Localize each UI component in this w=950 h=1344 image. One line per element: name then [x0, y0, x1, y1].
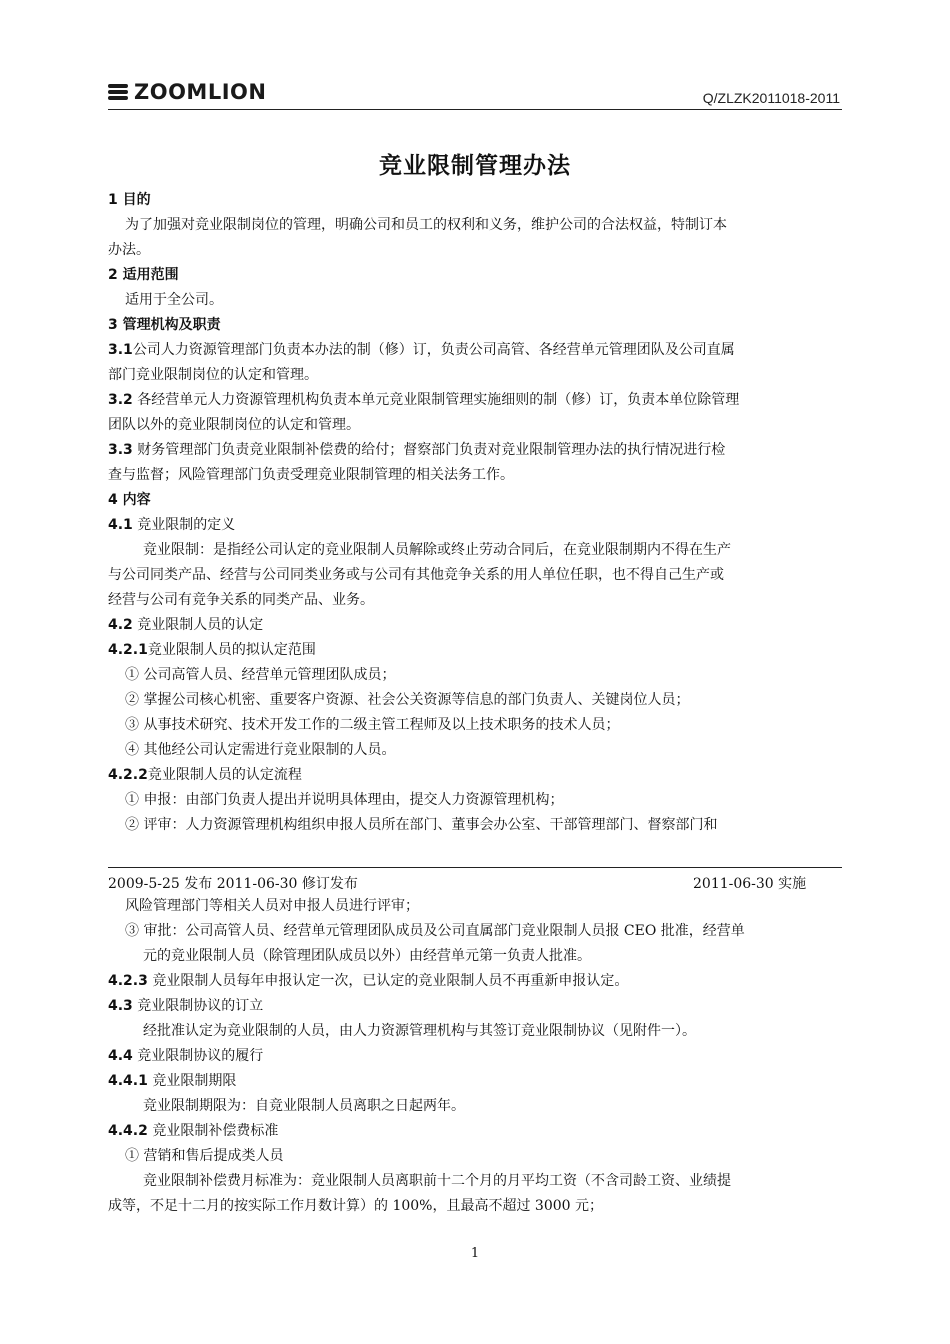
clause-text: 竞业限制人员的认定: [132, 617, 264, 633]
body-line: ④ 其他经公司认定需进行竞业限制的人员。: [125, 742, 396, 758]
footer-release-dates: 2009-5-25 发布 2011-06-30 修订发布: [108, 876, 358, 892]
numbered-clause: [108, 1044, 842, 1069]
clause-number: 4.4.1: [108, 1073, 148, 1089]
body-line: 团队以外的竞业限制岗位的认定和管理。: [108, 417, 360, 433]
numbered-clause: [108, 763, 842, 788]
header-divider: [108, 109, 842, 110]
clause-number: 4.1: [108, 517, 133, 533]
body-line: 与公司同类产品、经营与公司同类业务或与公司有其他竞争关系的用人单位任职，也不得自己生产或: [108, 567, 724, 583]
body-line: 元的竞业限制人员（除管理团队成员以外）由经营单元第一负责人批准。: [143, 948, 591, 964]
clause-number: 4.2.2: [108, 767, 148, 783]
body-line: ③ 审批：公司高管人员、经营单元管理团队成员及公司直属部门竞业限制人员报 CEO 批准，经营单: [125, 923, 745, 939]
clause-text: 竞业限制人员的认定流程: [147, 767, 302, 783]
clause-text: 竞业限制补偿费标准: [147, 1123, 279, 1139]
body-text-top: [108, 188, 842, 838]
clause-text: 竞业限制的定义: [132, 517, 236, 533]
numbered-clause: [108, 438, 842, 463]
clause-text: 竞业限制人员的拟认定范围: [147, 642, 316, 658]
body-line: ① 营销和售后提成类人员: [125, 1148, 284, 1164]
numbered-clause: [108, 969, 842, 994]
numbered-clause: [108, 1119, 842, 1144]
clause-text: 公司人力资源管理部门负责本办法的制（修）订，负责公司高管、各经营单元管理团队及公司直属: [132, 342, 735, 358]
body-line: 适用于全公司。: [125, 292, 223, 308]
body-text-bottom: [108, 894, 842, 1219]
clause-number: 4.4: [108, 1048, 133, 1064]
body-line: 经批准认定为竞业限制的人员，由人力资源管理机构与其签订竞业限制协议（见附件一）。: [143, 1023, 696, 1039]
body-line: 办法。: [108, 242, 150, 258]
zoomlion-logo-icon: [108, 82, 128, 102]
logo-text: ZOOMLION: [134, 80, 267, 104]
numbered-clause: [108, 994, 842, 1019]
company-logo: [108, 79, 266, 105]
numbered-clause: [108, 613, 842, 638]
body-line: 经营与公司有竞争关系的同类产品、业务。: [108, 592, 374, 608]
section-heading: 1 目的: [108, 192, 151, 208]
page-title: 竞业限制管理办法: [379, 153, 571, 179]
body-line: 风险管理部门等相关人员对申报人员进行评审；: [125, 898, 419, 914]
clause-text: 竞业限制协议的履行: [132, 1048, 264, 1064]
body-line: 竞业限制期限为：自竞业限制人员离职之日起两年。: [143, 1098, 465, 1114]
body-line: ② 掌握公司核心机密、重要客户资源、社会公关资源等信息的部门负责人、关键岗位人员；: [125, 692, 690, 708]
clause-number: 4.2: [108, 617, 133, 633]
clause-text: 财务管理部门负责竞业限制补偿费的给付；督察部门负责对竞业限制管理办法的执行情况进行检: [132, 442, 726, 458]
clause-number: 3.1: [108, 342, 133, 358]
body-line: ① 申报：由部门负责人提出并说明具体理由，提交人力资源管理机构；: [125, 792, 564, 808]
body-line: 成等，不足十二月的按实际工作月数计算）的 100%，且最高不超过 3000 元；: [108, 1198, 604, 1214]
body-line: ② 评审：人力资源管理机构组织申报人员所在部门、董事会办公室、干部管理部门、督察部门和: [125, 817, 718, 833]
numbered-clause: [108, 638, 842, 663]
clause-text: 各经营单元人力资源管理机构负责本单元竞业限制管理实施细则的制（修）订，负责本单位除管理: [132, 392, 740, 408]
numbered-clause: [108, 1069, 842, 1094]
section-heading: 2 适用范围: [108, 267, 179, 283]
body-line: 竞业限制补偿费月标准为：竞业限制人员离职前十二个月的月平均工资（不含司龄工资、业绩提: [143, 1173, 731, 1189]
clause-number: 3.2: [108, 392, 133, 408]
clause-number: 3.3: [108, 442, 133, 458]
clause-text: 竞业限制期限: [147, 1073, 237, 1089]
footer-effective-date: 2011-06-30 实施: [693, 876, 807, 892]
body-line: 竞业限制：是指经公司认定的竞业限制人员解除或终止劳动合同后，在竞业限制期内不得在生产: [143, 542, 731, 558]
clause-number: 4.2.3: [108, 973, 148, 989]
section-heading: 3 管理机构及职责: [108, 317, 221, 333]
page-number: 1: [470, 1246, 480, 1261]
footer-divider: [108, 867, 842, 868]
numbered-clause: [108, 513, 842, 538]
clause-number: 4.4.2: [108, 1123, 148, 1139]
document-code: Q/ZLZK2011018-2011: [702, 90, 840, 106]
section-heading: 4 内容: [108, 492, 151, 508]
body-line: ① 公司高管人员、经营单元管理团队成员；: [125, 667, 396, 683]
body-line: ③ 从事技术研究、技术开发工作的二级主管工程师及以上技术职务的技术人员；: [125, 717, 620, 733]
clause-number: 4.2.1: [108, 642, 148, 658]
body-line: 为了加强对竞业限制岗位的管理，明确公司和员工的权利和义务，维护公司的合法权益，特制订本: [125, 217, 727, 233]
clause-text: 竞业限制人员每年申报认定一次，已认定的竞业限制人员不再重新申报认定。: [147, 973, 629, 989]
numbered-clause: [108, 388, 842, 413]
body-line: 部门竞业限制岗位的认定和管理。: [108, 367, 318, 383]
clause-number: 4.3: [108, 998, 133, 1014]
body-line: 查与监督；风险管理部门负责受理竞业限制管理的相关法务工作。: [108, 467, 514, 483]
numbered-clause: [108, 338, 842, 363]
clause-text: 竞业限制协议的订立: [132, 998, 264, 1014]
